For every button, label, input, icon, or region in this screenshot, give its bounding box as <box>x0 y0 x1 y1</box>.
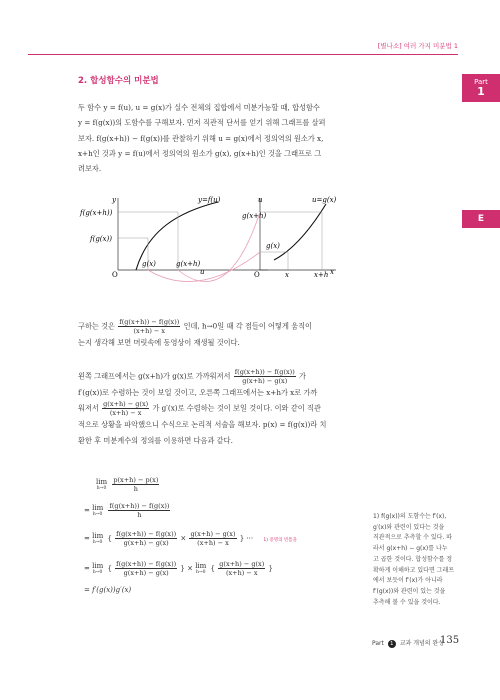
right-x-axis-label: x <box>330 268 334 276</box>
footnote-callout: 1) 증명의 빈틈을 <box>263 537 297 543</box>
limit-line-1: 구하는 것은 $\frac{f(g(x+h)) - f(g(x))}{(x+h) - x}$ 인데, h→0일 때 각 점들이 어떻게 움직이 <box>78 318 313 335</box>
intro-line-4: x+h인 것과 y = f(u)에서 정의역의 원소가 g(x), g(x+h)인 것을 그래프로 그 <box>78 148 322 158</box>
intro-paragraph <box>78 100 368 176</box>
eq-line-2: = lim h→0 $\frac{f(g(x+h)) - f(g(x))}{h}$ <box>84 502 170 519</box>
margin-note: 1) f(g(x))의 도함수는 f′(x), g′(x)와 관련이 있다는 것을 직관적으로 추측할 수 있다. 따 라서 g(x+h) − g(x)를 나누 고 곱한 것이다. 합성함수를 정 확하게 이해하고 있다면 그래프 에서 보듯이 f′(x)가 아니라 f′(g(x))와 관련이 있는 것을 추측해 볼 수 있을 것이다. <box>373 513 455 606</box>
part-tab-label: Part <box>474 78 488 86</box>
fgxh-label: f(g(x+h)) <box>80 209 113 217</box>
right-u-label: u <box>258 196 263 204</box>
part-tab-number: 1 <box>477 85 485 98</box>
left-u-label: u <box>200 268 205 276</box>
conv-fraction-2: $\frac{g(x+h) - g(x)}{(x+h) - x}$ <box>103 400 149 418</box>
connector-gxh <box>178 212 260 282</box>
page-footer: Part 1 교과 개념의 완성 <box>372 640 445 647</box>
paragraph-convergence <box>78 368 368 448</box>
right-origin: O <box>254 271 260 279</box>
chapter-tab-e: E <box>462 210 500 228</box>
intro-line-2: y = f(g(x))의 도함수를 구해보자. 먼저 직관적 단서를 얻기 위해 그래프를 살펴 <box>78 118 326 128</box>
fgx-label: f(g(x)) <box>90 235 112 243</box>
intro-line-3: 보자. f(g(x+h)) − f(g(x))를 관찰하기 위해 u = g(x)에서 정의역의 원소가 x, <box>78 133 324 143</box>
header-rule <box>28 54 458 55</box>
eq-line-4: = lim h→0 { $\frac{f(g(x+h)) - f(g(x))}{g(x+h) - g(x)}$ } × lim h→0 { $\frac{g(x+h) - g(x)}{(x+h) - x}$ } <box>84 560 273 577</box>
connector-gx <box>148 252 260 282</box>
curve-g-label: u=g(x) <box>312 196 337 204</box>
eq-line-1: lim h→0 $\frac{p(x+h) - p(x)}{h}$ <box>96 476 159 493</box>
limit-line-2: 는지 생각해 보면 머릿속에 동영상이 재생될 것이다. <box>78 338 240 347</box>
conv-line-3: 워져서 $\frac{g(x+h) - g(x)}{(x+h) - x}$ 가 g′(x)로 수렴하는 것이 보일 것이다. 이와 같이 직관 <box>78 400 321 418</box>
right-gxh-label: g(x+h) <box>242 212 267 220</box>
conv-line-4: 적으로 상황을 파악했으니 수식으로 논리적 서술을 해보자. p(x) = f(g(x))라 치 <box>78 420 327 430</box>
gx-label: g(x) <box>142 260 156 268</box>
right-xh-label: x+h <box>314 271 329 279</box>
left-origin: O <box>112 271 118 279</box>
part-number-badge: 1 <box>388 640 396 648</box>
page-number: 135 <box>440 635 460 646</box>
composite-function-figure <box>78 190 378 290</box>
right-gx-label: g(x) <box>266 242 280 250</box>
running-header: [별나소] 여러 가지 미분법 1 <box>377 42 458 50</box>
intro-line-5: 려보자. <box>78 164 102 174</box>
conv-line-2: f′(g(x))로 수렴하는 것이 보일 것이고, 오른쪽 그래프에서는 x+h가 x로 가까 <box>78 388 318 397</box>
section-title: 2. 합성함수의 미분법 <box>78 76 159 86</box>
curve-f-label: y=f(u) <box>198 196 221 204</box>
curve-g <box>274 204 326 260</box>
gxh-label: g(x+h) <box>176 260 201 268</box>
right-x-label: x <box>285 271 289 279</box>
eq-line-3: = lim h→0 { $\frac{f(g(x+h)) - f(g(x))}{g(x+h) - g(x)}$ × $\frac{g(x+h) - g(x)}{(x+h) - x}$ } ··· 1) 증명의 빈틈을 <box>84 530 297 547</box>
left-y-label: y <box>112 196 116 204</box>
part-tab <box>462 74 500 102</box>
paragraph-limit <box>78 318 368 350</box>
conv-fraction-1: $\frac{f(g(x+h)) - f(g(x))}{g(x+h) - g(x)}$ <box>234 368 295 385</box>
intro-line-1: 두 함수 y = f(u), u = g(x)가 실수 전체의 집합에서 미분가능할 때, 합성함수 <box>78 103 320 112</box>
limit-fraction: $\frac{f(g(x+h)) - f(g(x))}{(x+h) - x}$ <box>119 318 180 335</box>
conv-line-5: 환한 후 미분계수의 정의를 이용하면 다음과 같다. <box>78 435 233 445</box>
eq-line-5: = f′(g(x))g′(x) <box>84 586 132 594</box>
conv-line-1: 왼쪽 그래프에서는 g(x+h)가 g(x)로 가까워져서 $\frac{f(g(x+h)) - f(g(x))}{g(x+h) - g(x)}$ 가 <box>78 368 306 385</box>
